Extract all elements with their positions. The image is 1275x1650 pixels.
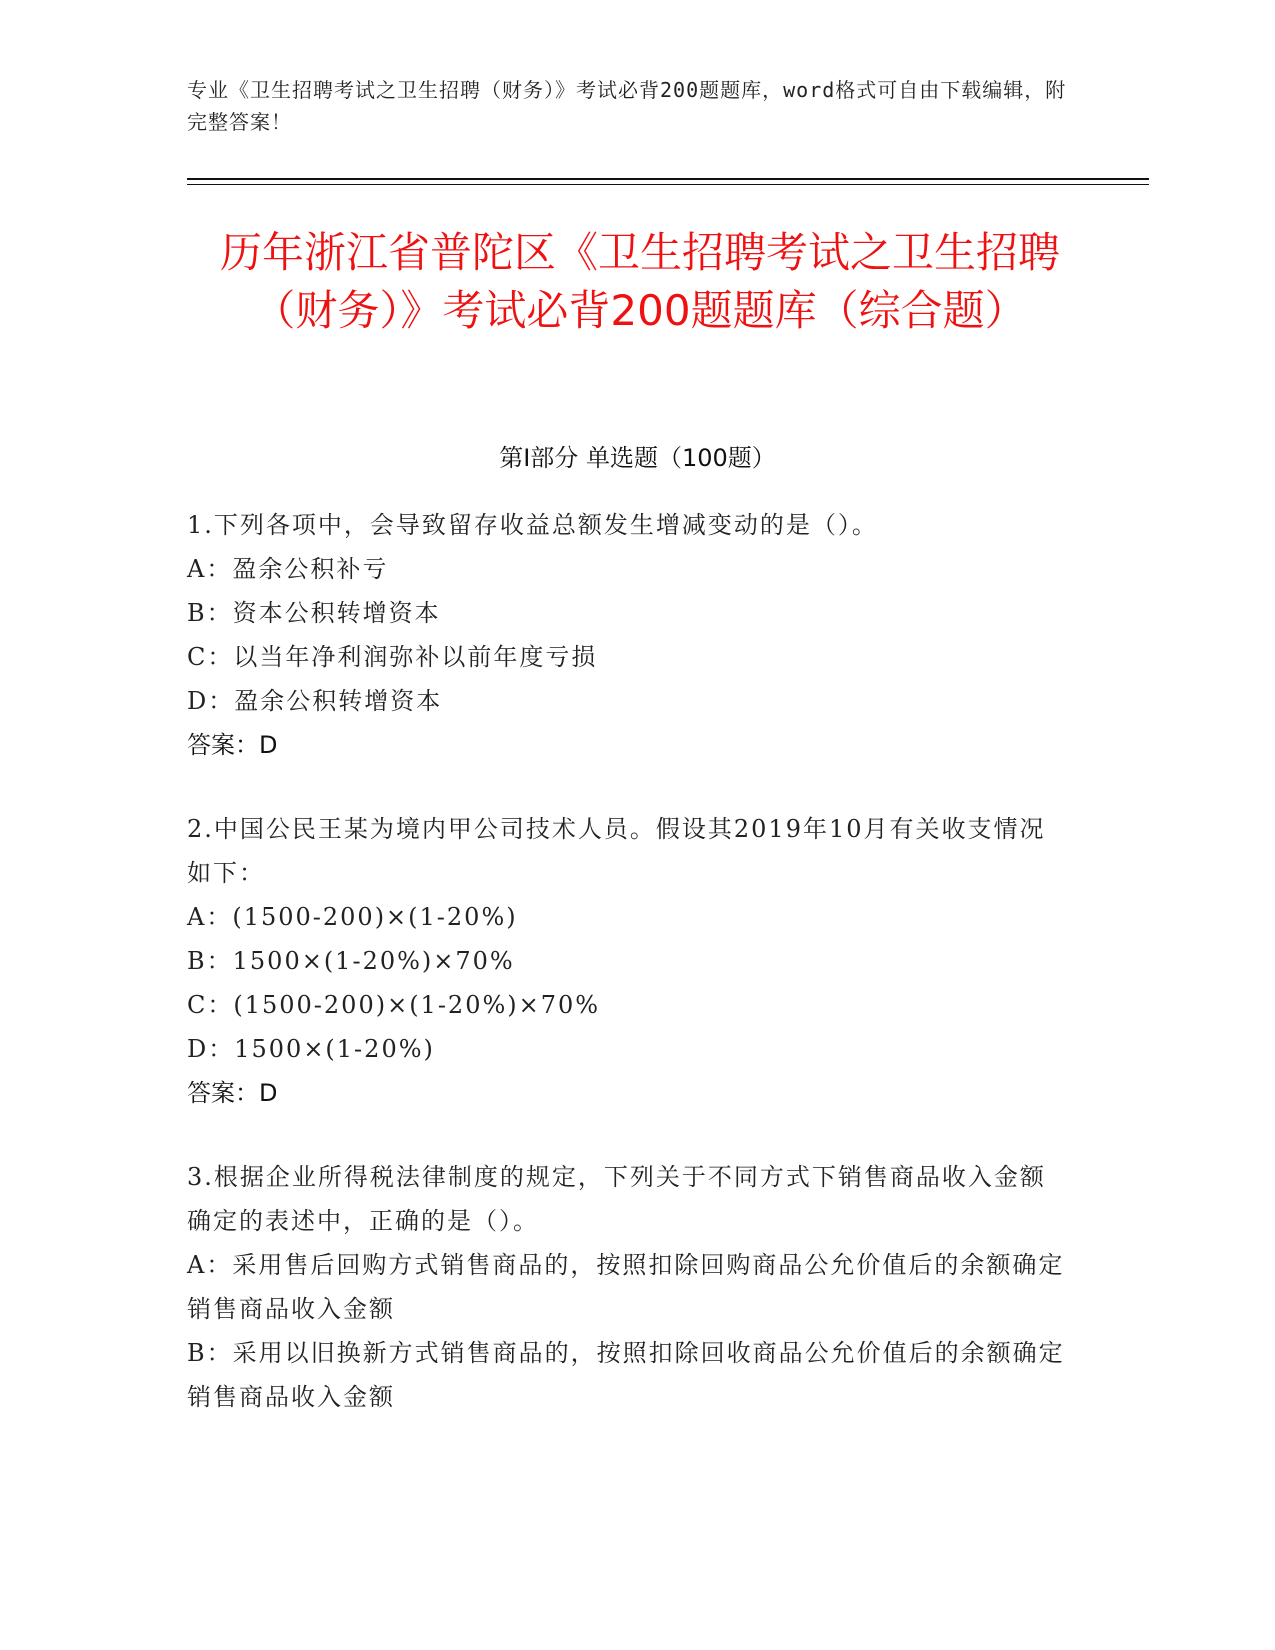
answer: 答案：D <box>187 731 278 759</box>
document-title: 历年浙江省普陀区《卫生招聘考试之卫生招聘（财务）》考试必背200题题库（综合题） <box>219 228 1060 335</box>
question-2 <box>187 807 1067 1115</box>
header-note: 专业《卫生招聘考试之卫生招聘（财务）》考试必背200题题库，word格式可自由下载编辑，附完整答案！ <box>187 78 1067 134</box>
option-b: B：采用以旧换新方式销售商品的，按照扣除回收商品公允价值后的余额确定销售商品收入金额 <box>187 1339 1065 1411</box>
option-b: B：1500×(1-20%)×70% <box>187 947 515 975</box>
header-rule-thick <box>187 178 1149 180</box>
option-a: A：(1500-200)×(1-20%) <box>187 903 518 931</box>
question-stem: 1.下列各项中，会导致留存收益总额发生增减变动的是（）。 <box>187 511 878 539</box>
question-3 <box>187 1155 1067 1419</box>
answer: 答案：D <box>187 1079 278 1107</box>
option-b: B：资本公积转增资本 <box>187 599 441 627</box>
header-rule-thin <box>187 184 1149 185</box>
option-c: C：以当年净利润弥补以前年度亏损 <box>187 643 598 671</box>
question-stem: 2.中国公民王某为境内甲公司技术人员。假设其2019年10月有关收支情况如下： <box>187 815 1046 887</box>
question-stem: 3.根据企业所得税法律制度的规定，下列关于不同方式下销售商品收入金额确定的表述中，正确的是（）。 <box>187 1163 1046 1235</box>
option-d: D：盈余公积转增资本 <box>187 687 443 715</box>
option-c: C：(1500-200)×(1-20%)×70% <box>187 991 601 1019</box>
question-1 <box>187 503 1067 767</box>
option-a: A：采用售后回购方式销售商品的，按照扣除回购商品公允价值后的余额确定销售商品收入金额 <box>187 1251 1065 1323</box>
section-heading: 第I部分 单选题（100题） <box>499 444 776 472</box>
option-d: D：1500×(1-20%) <box>187 1035 435 1063</box>
option-a: A：盈余公积补亏 <box>187 555 389 583</box>
